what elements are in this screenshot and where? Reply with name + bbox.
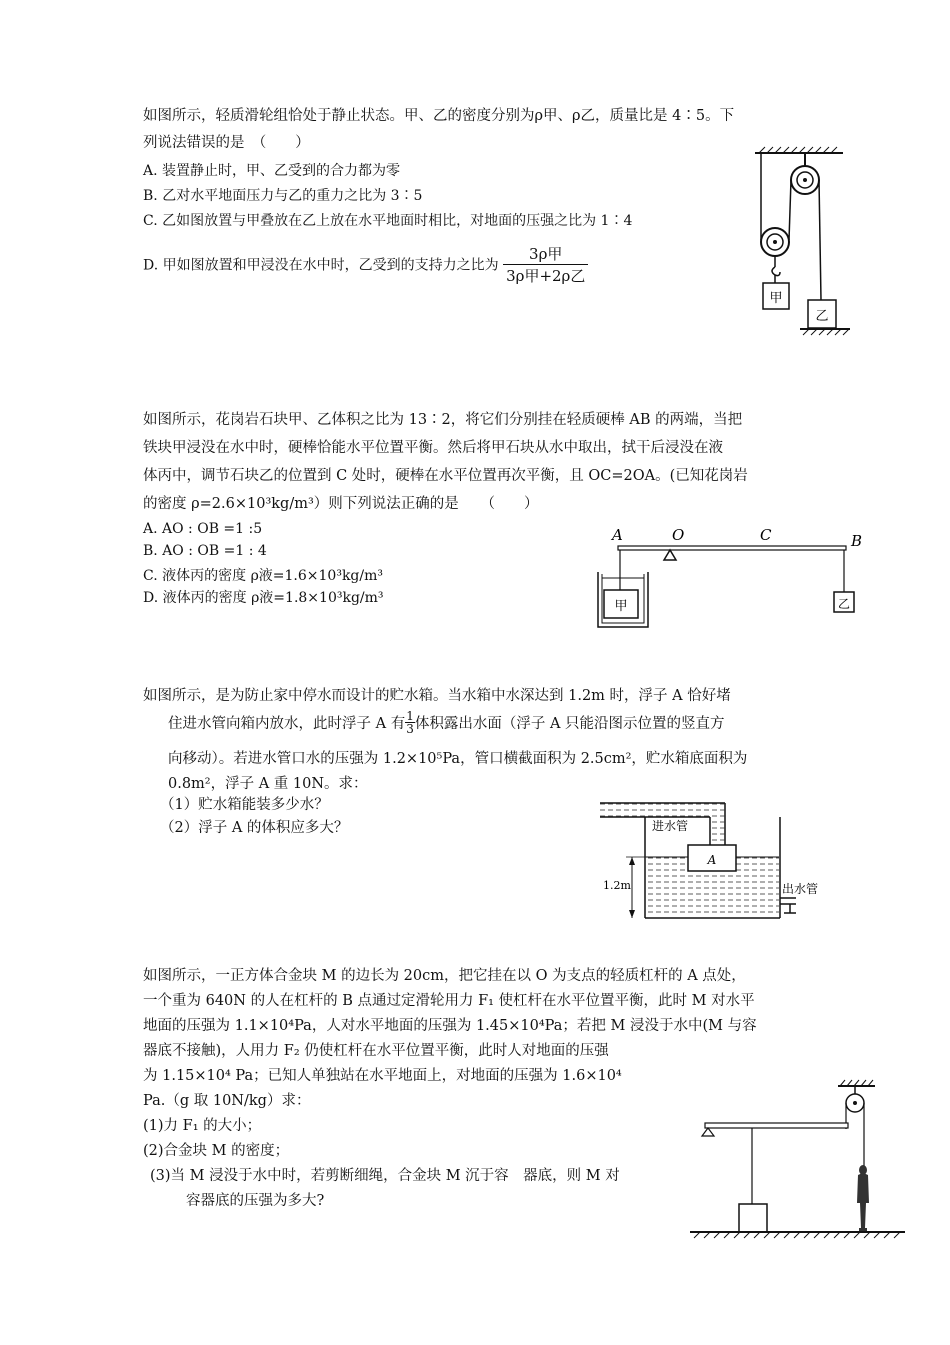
- q1-line1: 如图所示，轻质滑轮组恰处于静止状态。甲、乙的密度分别为ρ甲、ρ乙，质量比是 4∶5。下: [143, 108, 735, 124]
- q3-sub2: （2）浮子 A 的体积应多大？: [160, 820, 349, 836]
- q1-option-d-fraction: [503, 243, 588, 286]
- q3-water-tank-figure: [600, 795, 830, 925]
- q2-fig-label-o: O: [672, 526, 685, 544]
- q3-line2: [168, 710, 725, 735]
- q4-sub1: (1)力 F₁ 的大小；: [143, 1118, 262, 1134]
- q1-frac-numerator: 3ρ甲: [503, 243, 588, 265]
- q1-option-c: C. 乙如图放置与甲叠放在乙上放在水平地面时相比，对地面的压强之比为 1∶4: [143, 213, 633, 229]
- q2-option-d: D. 液体丙的密度 ρ液=1.8×10³kg/m³: [143, 590, 384, 606]
- q2-fig-jia-label: 甲: [614, 599, 628, 614]
- q1-option-d: [143, 243, 588, 286]
- q4-line6: Pa.（g 取 10N/kg）求：: [143, 1093, 311, 1109]
- q2-fig-yi-label: 乙: [837, 597, 851, 611]
- q4-line4: 器底不接触)，人用力 F₂ 仍使杠杆在水平位置平衡，此时人对地面的压强: [143, 1043, 609, 1059]
- q2-fig-label-c: C: [760, 526, 772, 544]
- q2-option-c: C. 液体丙的密度 ρ液=1.6×10³kg/m³: [143, 568, 383, 584]
- q4-sub3a: (3)当 M 浸没于水中时，若剪断细绳，合金块 M 沉于容 器底，则 M 对: [150, 1168, 620, 1184]
- q1-line2: 列说法错误的是 （ ）: [143, 135, 310, 151]
- q1-frac-denominator: 3ρ甲+2ρ乙: [506, 267, 586, 285]
- q2-line4: 的密度 ρ=2.6×10³kg/m³）则下列说法正确的是 （ ）: [143, 496, 539, 512]
- q3-fig-outlet-label: 出水管: [782, 882, 819, 896]
- q4-line5: 为 1.15×10⁴ Pa；已知人单独站在水平地面上，对地面的压强为 1.6×10⁴: [143, 1068, 622, 1084]
- q2-line3: 体丙中，调节石块乙的位置到 C 处时，硬棒在水平位置再次平衡，且 OC=2OA。(已知花岗岩: [143, 468, 748, 484]
- q2-lever-figure: [590, 522, 875, 637]
- q4-line3: 地面的压强为 1.1×10⁴Pa，人对水平地面的压强为 1.45×10⁴Pa；若把 M 浸没于水中(M 与容: [143, 1018, 757, 1034]
- q4-lever-figure: [690, 1078, 910, 1243]
- q3-sub1: （1）贮水箱能装多少水？: [160, 797, 329, 813]
- q3-frac-numerator: 1: [406, 709, 414, 723]
- q2-option-a: A. AO : OB =1 :5: [143, 521, 263, 537]
- q3-line1: 如图所示，是为防止家中停水而设计的贮水箱。当水箱中水深达到 1.2m 时，浮子 A 恰好堵: [143, 688, 731, 704]
- q3-fraction: [405, 710, 415, 735]
- q1-option-a: A. 装置静止时，甲、乙受到的合力都为零: [143, 163, 401, 179]
- q3-fig-depth-label: 1.2m: [603, 879, 631, 892]
- q2-fig-label-a: A: [612, 526, 623, 544]
- q1-pulley-figure: [745, 145, 855, 345]
- q3-line2a: 住进水管向箱内放水，此时浮子 A 有: [168, 716, 406, 732]
- q3-line3: 向移动）。若进水管口水的压强为 1.2×10⁵Pa，管口横截面积为 2.5cm²，贮水箱底面积为: [168, 751, 748, 767]
- q1-fig-jia-label: 甲: [769, 291, 783, 306]
- q3-line2b: 体积露出水面（浮子 A 只能沿图示位置的竖直方: [414, 716, 725, 732]
- q2-fig-label-b: B: [851, 532, 863, 550]
- q4-sub2: (2)合金块 M 的密度；: [143, 1143, 290, 1159]
- q4-line2: 一个重为 640N 的人在杠杆的 B 点通过定滑轮用力 F₁ 使杠杆在水平位置平衡，此时 M 对水平: [143, 993, 755, 1009]
- q3-fig-float-label: A: [707, 853, 717, 867]
- q1-fig-yi-label: 乙: [815, 309, 829, 324]
- q1-option-d-text: D. 甲如图放置和甲浸没在水中时，乙受到的支持力之比为: [143, 257, 499, 274]
- q3-frac-denominator: 3: [406, 722, 414, 736]
- q2-line2: 铁块甲浸没在水中时，硬棒恰能水平位置平衡。然后将甲石块从水中取出，拭干后浸没在液: [143, 440, 723, 456]
- q3-line4: 0.8m²，浮子 A 重 10N。求：: [168, 776, 368, 792]
- q1-option-b: B. 乙对水平地面压力与乙的重力之比为 3∶5: [143, 188, 423, 204]
- q4-line1: 如图所示，一正方体合金块 M 的边长为 20cm，把它挂在以 O 为支点的轻质杠杆的 A 点处，: [143, 968, 746, 984]
- q3-fig-inlet-label: 进水管: [652, 819, 689, 833]
- q4-sub3b: 容器底的压强为多大?: [186, 1193, 325, 1209]
- q2-line1: 如图所示，花岗岩石块甲、乙体积之比为 13∶2，将它们分别挂在轻质硬棒 AB 的两端，当把: [143, 412, 743, 428]
- q2-option-b: B. AO : OB =1 : 4: [143, 543, 267, 559]
